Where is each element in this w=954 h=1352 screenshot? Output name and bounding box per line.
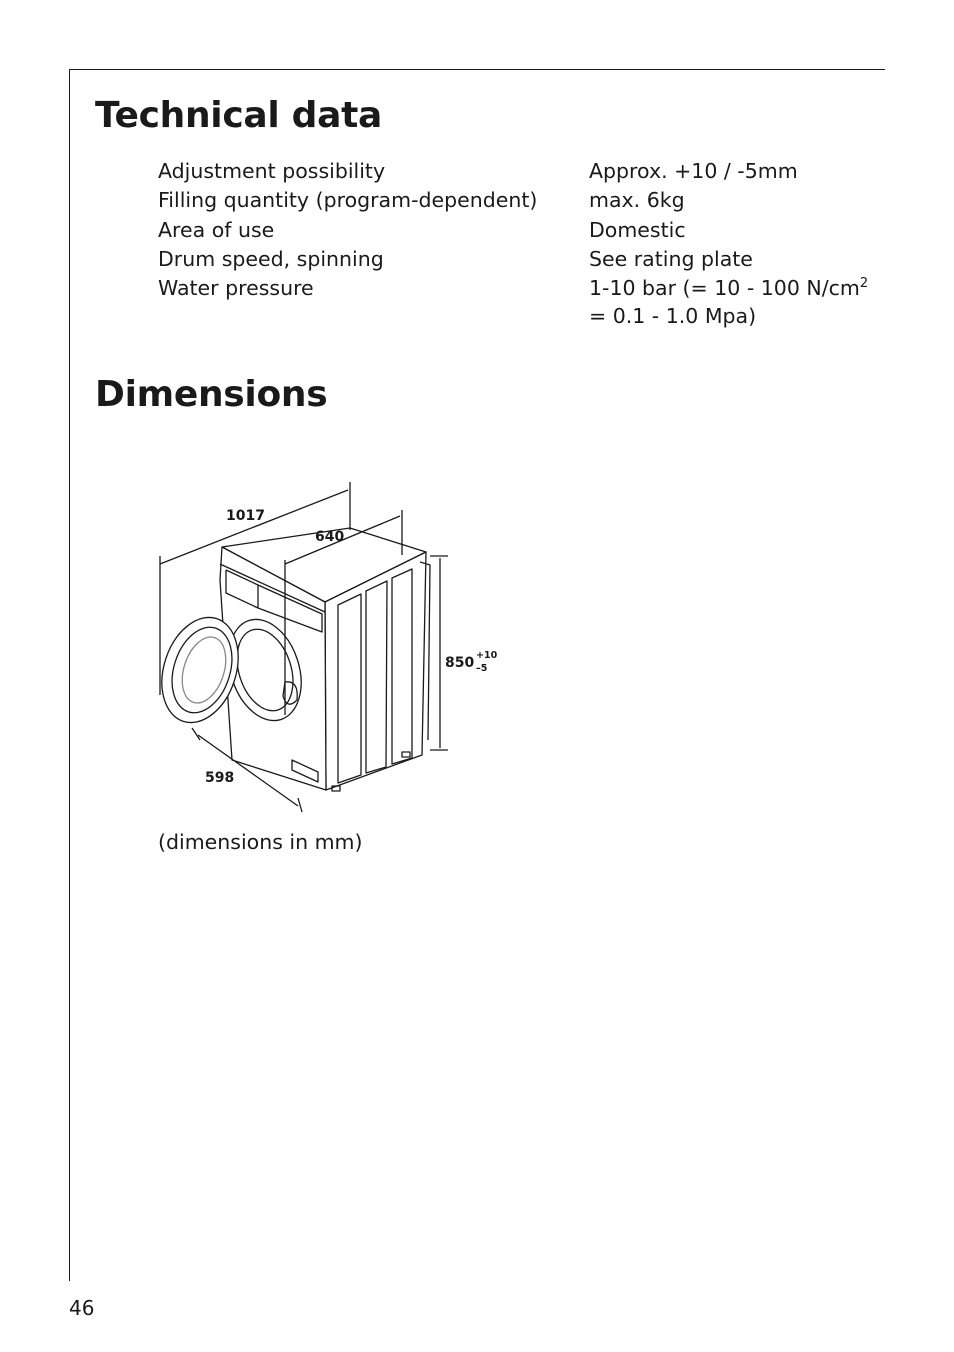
washing-machine-illustration (150, 528, 430, 791)
left-rule (69, 69, 70, 1281)
dimension-width: 598 (205, 770, 235, 786)
spec-value: See rating plate (589, 246, 753, 271)
spec-value: max. 6kg (589, 188, 685, 213)
dimension-height-tolerance-plus: +10 (476, 650, 498, 661)
washing-machine-dimension-diagram (150, 470, 510, 820)
spec-label: Water pressure (158, 276, 314, 301)
spec-row (158, 245, 868, 274)
spec-row (158, 274, 868, 330)
spec-value: Approx. +10 / -5mm (589, 159, 798, 183)
dimension-depth: 640 (315, 529, 345, 545)
spec-row (158, 216, 868, 245)
spec-label: Adjustment possibility (158, 159, 386, 183)
dimension-height-tolerance-minus: –5 (476, 663, 488, 674)
spec-label: Area of use (158, 217, 275, 242)
water-pressure-value-continued: = 0.1 - 1.0 Mpa) (589, 304, 757, 329)
spec-value (589, 274, 868, 330)
technical-data-heading: Technical data (95, 95, 382, 136)
dimension-depth-door-open: 1017 (226, 508, 265, 524)
dimensions-heading: Dimensions (95, 374, 328, 415)
spec-row (158, 186, 868, 215)
spec-row (158, 157, 868, 186)
dimension-height: 850 (445, 655, 475, 671)
top-rule (69, 69, 885, 70)
spec-label: Drum speed, spinning (158, 246, 384, 271)
superscript-exponent: 2 (859, 276, 869, 292)
water-pressure-value: 1-10 bar (= 10 - 100 N/cm (589, 276, 860, 301)
technical-data-table (158, 157, 868, 330)
spec-value: Domestic (589, 217, 686, 242)
page-number: 46 (69, 1296, 95, 1320)
dimensions-caption: (dimensions in mm) (158, 830, 363, 854)
spec-label: Filling quantity (program-dependent) (158, 188, 538, 213)
